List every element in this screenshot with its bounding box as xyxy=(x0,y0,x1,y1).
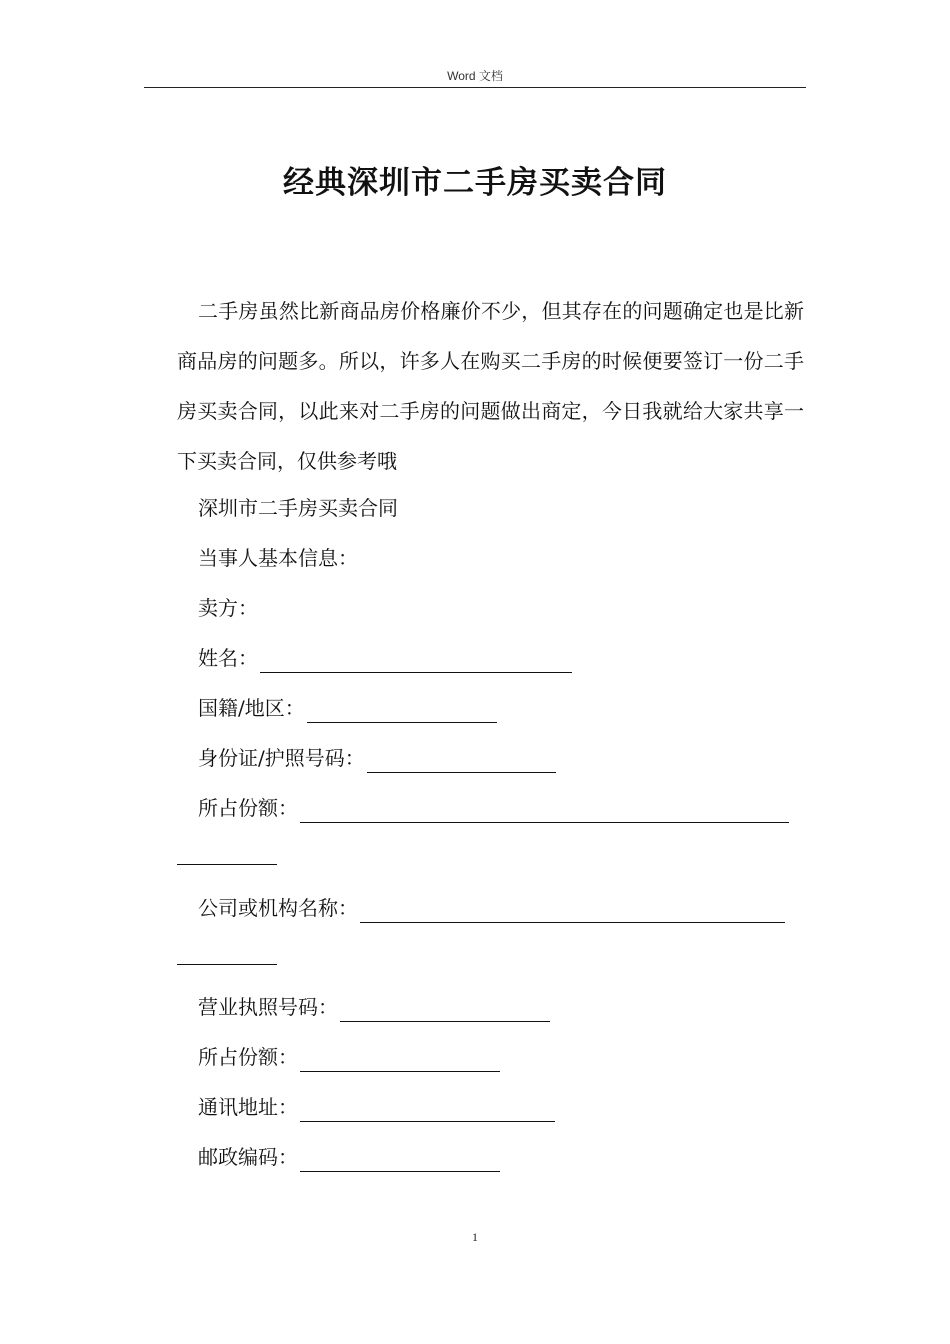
address-field-line xyxy=(198,1092,555,1122)
name-blank xyxy=(260,650,572,673)
header-divider xyxy=(144,87,806,88)
page-number: 1 xyxy=(472,1230,478,1244)
license-no-blank xyxy=(340,999,550,1022)
license-no-label: 营业执照号码： xyxy=(198,995,338,1019)
share-label-1: 所占份额： xyxy=(198,796,298,820)
seller-line xyxy=(198,593,258,623)
id-passport-blank xyxy=(367,750,556,773)
company-field-line xyxy=(198,893,785,923)
intro-paragraph: 二手房虽然比新商品房价格廉价不少，但其存在的问题确定也是比新商品房的问题多。所以，许多人在购买二手房的时候便要签订一份二手房买卖合同，以此来对二手房的问题做出商定，今日我就给大家共享一下买卖合同，仅供参考哦 xyxy=(177,299,804,473)
party-info-line xyxy=(198,543,358,573)
company-name-blank-continued xyxy=(177,964,277,965)
share-field-line-1 xyxy=(198,793,789,823)
share-blank-1-continued xyxy=(177,864,277,865)
postcode-blank xyxy=(300,1149,500,1172)
postcode-label: 邮政编码： xyxy=(198,1145,298,1169)
page-header: Word 文档 xyxy=(447,69,503,83)
id-passport-label: 身份证/护照号码： xyxy=(198,746,365,770)
license-field-line xyxy=(198,992,550,1022)
share-blank-1 xyxy=(300,800,789,823)
contract-title-line xyxy=(198,493,398,523)
nationality-field-line xyxy=(198,693,497,723)
address-label: 通讯地址： xyxy=(198,1095,298,1119)
contract-title: 深圳市二手房买卖合同 xyxy=(198,496,398,520)
share-field-line-2 xyxy=(198,1042,500,1072)
nationality-label: 国籍/地区： xyxy=(198,696,305,720)
name-label: 姓名： xyxy=(198,646,258,670)
nationality-blank xyxy=(307,700,497,723)
id-field-line xyxy=(198,743,556,773)
share-blank-2 xyxy=(300,1049,500,1072)
seller-label: 卖方： xyxy=(198,596,258,620)
postcode-field-line xyxy=(198,1142,500,1172)
document-title: 经典深圳市二手房买卖合同 xyxy=(283,165,667,201)
share-label-2: 所占份额： xyxy=(198,1045,298,1069)
company-name-label: 公司或机构名称： xyxy=(198,896,358,920)
company-name-blank xyxy=(360,900,785,923)
address-blank xyxy=(300,1099,555,1122)
party-info-label: 当事人基本信息： xyxy=(198,546,358,570)
name-field-line xyxy=(198,643,572,673)
